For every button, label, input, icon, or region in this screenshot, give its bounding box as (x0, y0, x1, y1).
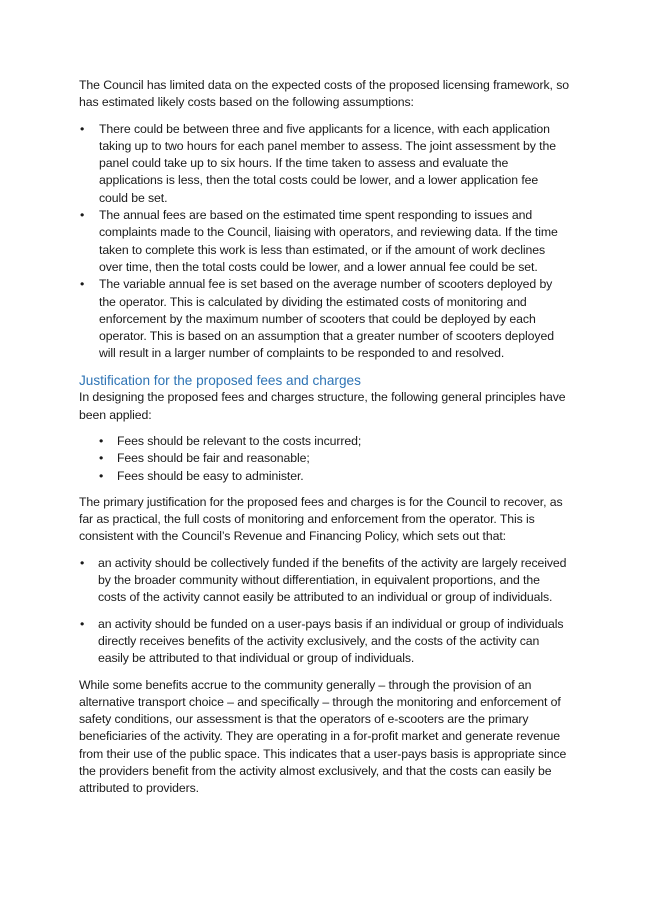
policy-point-item: • an activity should be collectively funded if the benefits of the activity are largely received by the broader community without differentiation, in equivalent proportions, and the costs of the activity cannot easily be attributed to an individual or group of individuals. (79, 555, 569, 607)
intro-paragraph: The Council has limited data on the expected costs of the proposed licensing framework, so has estimated likely costs based on the following assumptions: (79, 78, 569, 110)
principles-intro-paragraph: In designing the proposed fees and charges structure, the following general principles have been applied: (79, 390, 566, 422)
justification-paragraph: The primary justification for the proposed fees and charges is for the Council to recover, as far as practical, the full costs of monitoring and enforcement from the operator. This is consistent with the Council’s Revenue and Financing Policy, which sets out that: (79, 494, 563, 544)
assumption-item: • There could be between three and five applicants for a licence, with each application taking up to two hours for each panel member to assess. The joint assessment by the panel could take up to six hours. If the time taken to assess and evaluate the applications is less, then the total costs could be lower, and a lower application fee could be set. (79, 121, 569, 207)
policy-point-item: • an activity should be funded on a user-pays basis if an individual or group of individuals directly receives benefits of the activity exclusively, and the costs of the activity can easily be attributed to that individual or group of individuals. (79, 616, 569, 668)
policy-points-list (79, 555, 569, 668)
principle-item: • Fees should be easy to administer. (79, 468, 569, 485)
assumptions-list (79, 121, 569, 363)
assumption-item: • The variable annual fee is set based on the average number of scooters deployed by the operator. This is calculated by dividing the estimated costs of monitoring and enforcement by the maximum number of scooters that could be deployed by each operator. This is based on an assumption that a greater number of scooters deployed will result in a larger number of complaints to be responded to and resolved. (79, 276, 569, 362)
assumption-item: • The annual fees are based on the estimated time spent responding to issues and complaints made to the Council, liaising with operators, and reviewing data. If the time taken to complete this work is less than estimated, or if the amount of work declines over time, then the total costs could be lower, and a lower annual fee could be set. (79, 207, 569, 276)
principle-item: • Fees should be relevant to the costs incurred; (79, 433, 569, 450)
principle-item: • Fees should be fair and reasonable; (79, 450, 569, 467)
conclusion-paragraph: While some benefits accrue to the community generally – through the provision of an alternative transport choice – and specifically – through the monitoring and enforcement of safety conditions, our assessment is that the operators of e-scooters are the primary beneficiaries of the activity. They are operating in a for-profit market and generate revenue from their use of the public space. This indicates that a user-pays basis is appropriate since the providers benefit from the activity almost exclusively, and that the costs can easily be attributed to providers. (79, 677, 567, 796)
document-page (79, 77, 569, 798)
principles-list (79, 433, 569, 485)
section-heading: Justification for the proposed fees and charges (79, 372, 361, 388)
